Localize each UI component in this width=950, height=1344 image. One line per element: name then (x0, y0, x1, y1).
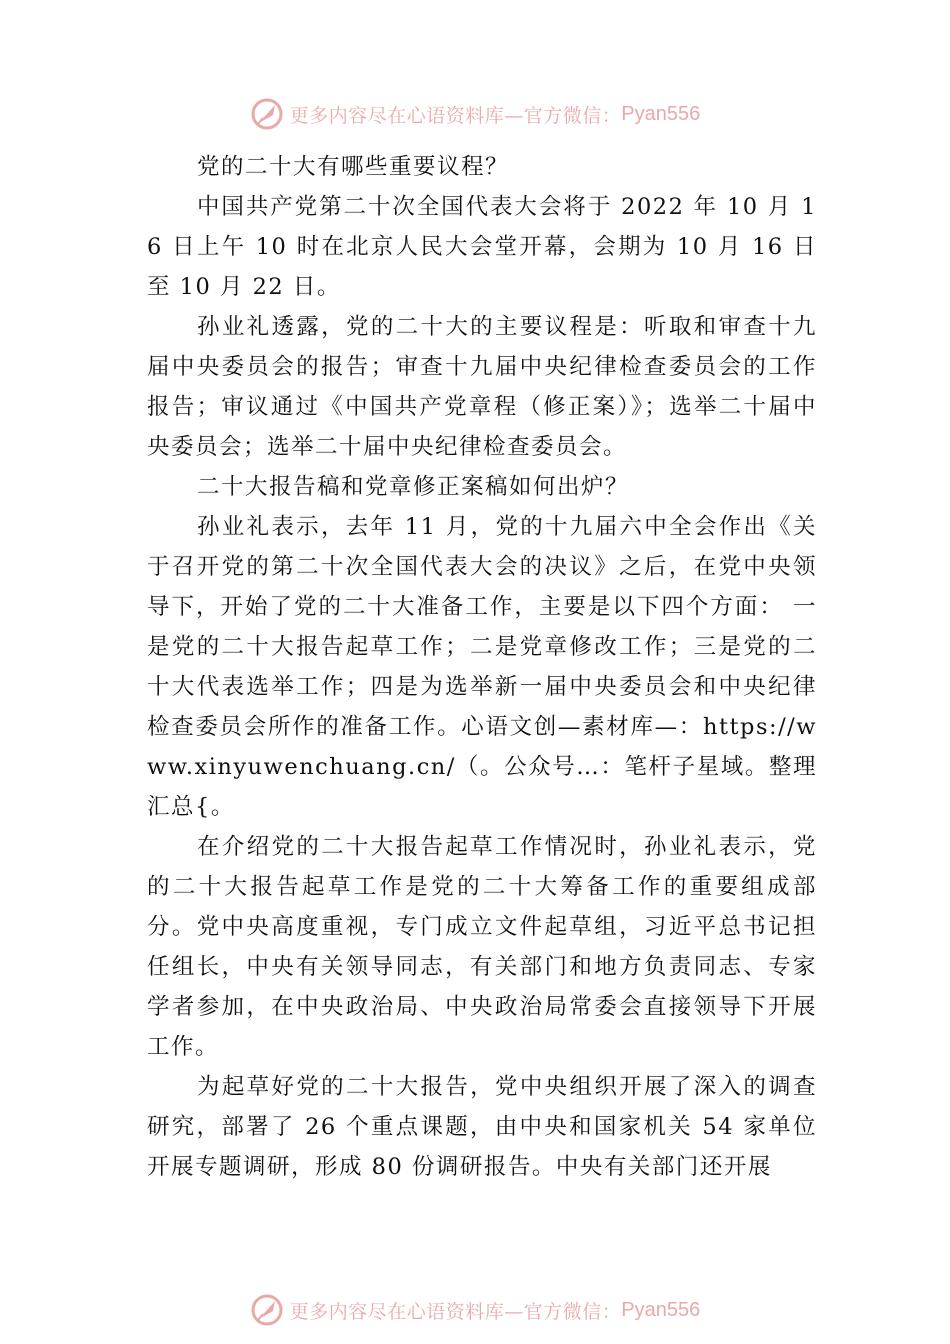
paragraph-preparation-work: 孙业礼表示，去年 11 月，党的十九届六中全会作出《关于召开党的第二十次全国代表大会的决议》之后，在党中央领导下，开始了党的二十大准备工作，主要是以下四个方面： 一是党的二十大报告起草工作；二是党章修改工作；三是党的二十大代表选举工作；四是为选举新一届中央委员会和中央纪律检查委员会所作的准备工作。心语文创—素材库—：https://www.xinyuwenchuang.cn/（。公众号…：笔杆子星域。整理汇总{。 (147, 514, 817, 820)
header-watermark-text: 更多内容尽在心语资料库—官方微信： (289, 104, 622, 127)
paragraph-report-drafting: 在介绍党的二十大报告起草工作情况时，孙业礼表示，党的二十大报告起草工作是党的二十大筹备工作的重要组成部分。党中央高度重视，专门成立文件起草组，习近平总书记担任组长，中央有关领导同志，有关部门和地方负责同志、专家学者参加，在中央政治局、中央政治局常委会直接领导下开展工作。 (147, 834, 817, 1060)
footer-watermark-id: Pyan556 (621, 1298, 701, 1321)
header-watermark-banner (0, 94, 950, 134)
quill-logo-icon (250, 1293, 284, 1327)
paragraph-heading-agenda: 党的二十大有哪些重要议程？ (197, 154, 510, 180)
paragraph-main-agenda: 孙业礼透露，党的二十大的主要议程是：听取和审查十九届中央委员会的报告；审查十九届中央纪律检查委员会的工作报告；审议通过《中国共产党章程（修正案）》；选举二十届中央委员会；选举二十届中央纪律检查委员会。 (147, 314, 817, 460)
footer-watermark-text: 更多内容尽在心语资料库—官方微信： (289, 1300, 622, 1323)
paragraph-heading-drafts: 二十大报告稿和党章修正案稿如何出炉？ (197, 474, 630, 500)
document-body (147, 147, 817, 1187)
footer-watermark-banner (0, 1290, 950, 1330)
header-watermark-id: Pyan556 (621, 102, 701, 125)
paragraph-research: 为起草好党的二十大报告，党中央组织开展了深入的调查研究，部署了 26 个重点课题，由中央和国家机关 54 家单位开展专题调研，形成 80 份调研报告。中央有关部门还开展 (147, 1074, 817, 1180)
quill-logo-icon (250, 97, 284, 131)
paragraph-congress-date: 中国共产党第二十次全国代表大会将于 2022 年 10 月 16 日上午 10 时在北京人民大会堂开幕，会期为 10 月 16 日至 10 月 22 日。 (147, 194, 817, 300)
